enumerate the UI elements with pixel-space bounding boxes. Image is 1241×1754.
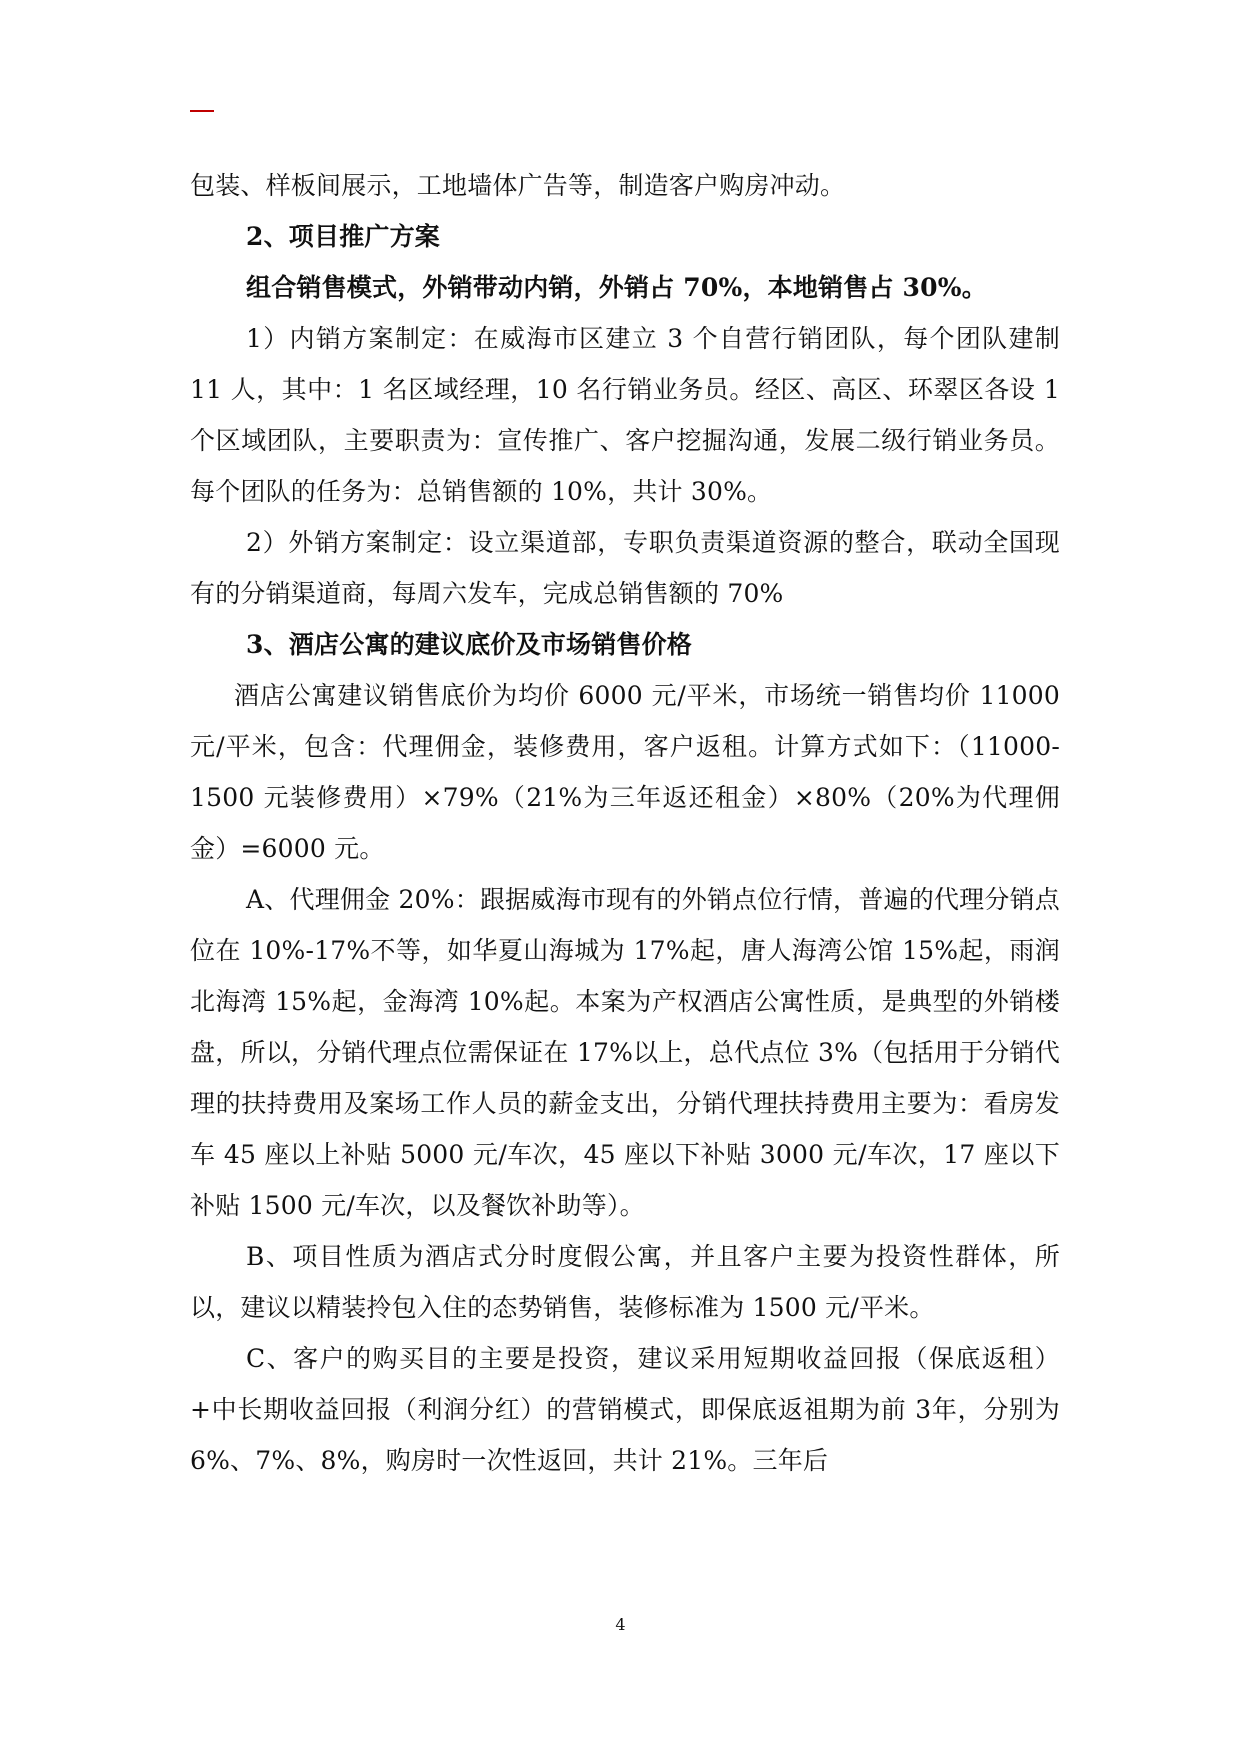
paragraph: 包装、样板间展示，工地墙体广告等，制造客户购房冲动。 xyxy=(190,171,846,200)
header-rule xyxy=(190,110,214,112)
section-heading: 组合销售模式，外销带动内销，外销占 70%，本地销售占 30%。 xyxy=(246,273,987,302)
document-body xyxy=(190,160,1060,1486)
page-number: 4 xyxy=(615,1615,626,1634)
paragraph: 酒店公寓建议销售底价为均价 6000 元/平米，市场统一销售均价 11000 元/平米，包含：代理佣金，装修费用，客户返租。计算方式如下：（11000-1500 元装修费用）×79%（21%为三年返还租金）×80%（20%为代理佣金）=6000 元。 xyxy=(190,681,1060,863)
paragraph: B、项目性质为酒店式分时度假公寓，并且客户主要为投资性群体，所以，建议以精装拎包入住的态势销售，装修标准为 1500 元/平米。 xyxy=(190,1242,1060,1322)
section-heading: 2、项目推广方案 xyxy=(246,222,440,251)
paragraph: C、客户的购买目的主要是投资，建议采用短期收益回报（保底返租）+中长期收益回报（利润分红）的营销模式，即保底返祖期为前 3年，分别为 6%、7%、8%，购房时一次性返回，共计 21%。三年后 xyxy=(190,1344,1060,1475)
paragraph: 2）外销方案制定：设立渠道部，专职负责渠道资源的整合，联动全国现有的分销渠道商，每周六发车，完成总销售额的 70% xyxy=(190,528,1060,608)
section-heading: 3、酒店公寓的建议底价及市场销售价格 xyxy=(246,630,692,659)
paragraph: A、代理佣金 20%：跟据威海市现有的外销点位行情，普遍的代理分销点位在 10%-17%不等，如华夏山海城为 17%起，唐人海湾公馆 15%起，雨润北海湾 15%起，金海湾 10%起。本案为产权酒店公寓性质，是典型的外销楼盘，所以，分销代理点位需保证在 17%以上，总代点位 3%（包括用于分销代理的扶持费用及案场工作人员的薪金支出，分销代理扶持费用主要为：看房发车 45 座以上补贴 5000 元/车次，45 座以下补贴 3000 元/车次，17 座以下补贴 1500 元/车次，以及餐饮补助等）。 xyxy=(190,885,1060,1220)
paragraph: 1）内销方案制定：在威海市区建立 3 个自营行销团队，每个团队建制 11 人，其中：1 名区域经理，10 名行销业务员。经区、高区、环翠区各设 1 个区域团队，主要职责为：宣传推广、客户挖掘沟通，发展二级行销业务员。每个团队的任务为：总销售额的 10%，共计 30%。 xyxy=(190,324,1060,506)
